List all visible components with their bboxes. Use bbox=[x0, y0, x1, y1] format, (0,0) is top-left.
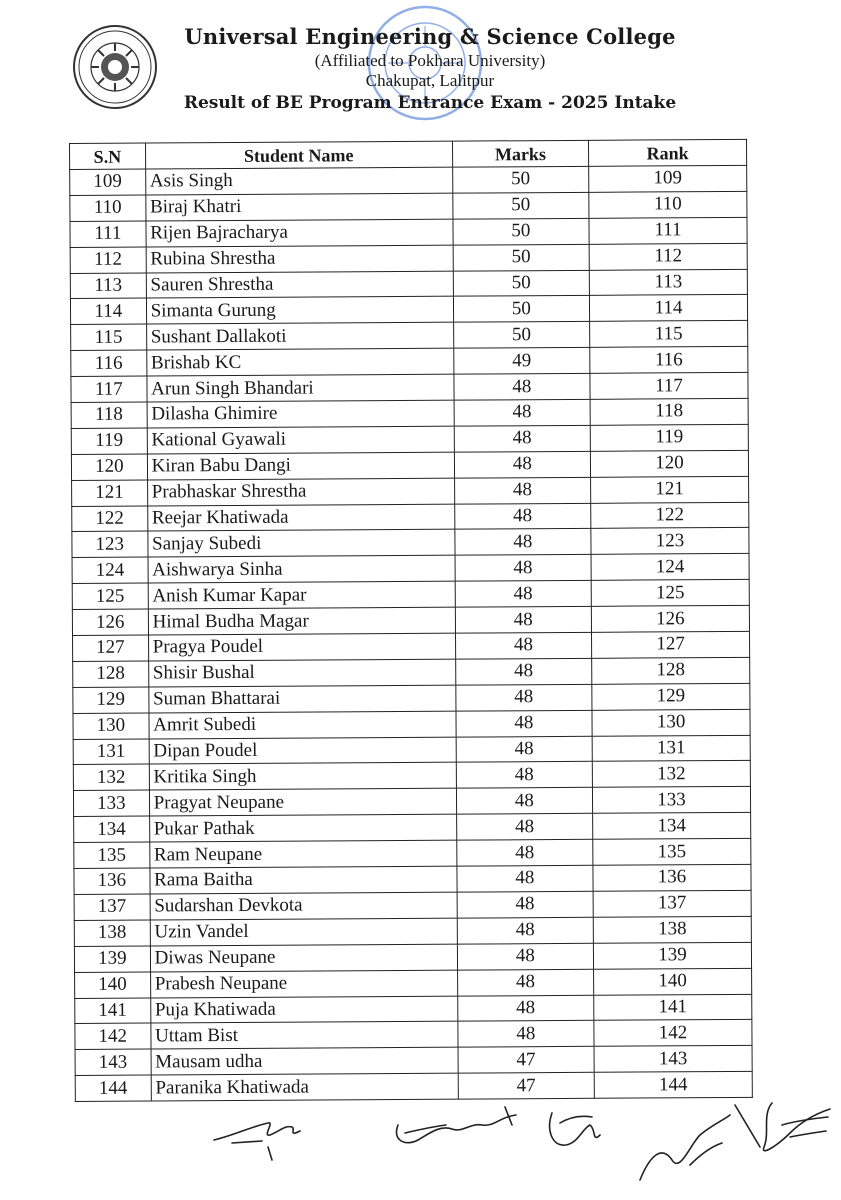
cell-sn: 140 bbox=[75, 972, 151, 998]
cell-sn: 134 bbox=[74, 816, 150, 842]
cell-marks: 50 bbox=[453, 296, 589, 323]
college-name: Universal Engineering & Science College bbox=[184, 24, 676, 49]
cell-sn: 114 bbox=[70, 298, 146, 324]
cell-student-name: Aishwarya Sinha bbox=[148, 556, 455, 584]
cell-student-name: Mausam udha bbox=[151, 1047, 458, 1075]
cell-student-name: Kational Gyawali bbox=[147, 426, 454, 454]
cell-rank: 134 bbox=[593, 813, 751, 840]
cell-sn: 109 bbox=[70, 169, 146, 195]
cell-sn: 138 bbox=[74, 920, 150, 946]
cell-rank: 129 bbox=[592, 683, 750, 710]
cell-rank: 138 bbox=[593, 916, 751, 943]
cell-rank: 142 bbox=[594, 1020, 752, 1047]
college-logo bbox=[72, 24, 158, 110]
cell-marks: 48 bbox=[454, 425, 590, 452]
cell-student-name: Sudarshan Devkota bbox=[150, 892, 457, 920]
cell-rank: 115 bbox=[590, 321, 748, 348]
cell-sn: 132 bbox=[73, 765, 149, 791]
cell-sn: 136 bbox=[74, 868, 150, 894]
cell-rank: 130 bbox=[592, 709, 750, 736]
cell-student-name: Dipan Poudel bbox=[149, 737, 456, 765]
cell-marks: 49 bbox=[453, 348, 589, 375]
cell-student-name: Uzin Vandel bbox=[150, 918, 457, 946]
cell-sn: 110 bbox=[70, 195, 146, 221]
cell-marks: 48 bbox=[456, 736, 592, 763]
cell-rank: 120 bbox=[590, 450, 748, 477]
cell-student-name: Paranika Khatiwada bbox=[151, 1073, 458, 1101]
cell-rank: 119 bbox=[590, 424, 748, 451]
cell-rank: 122 bbox=[591, 502, 749, 529]
cell-marks: 50 bbox=[453, 244, 589, 271]
cell-rank: 123 bbox=[591, 528, 749, 555]
cell-rank: 113 bbox=[589, 269, 747, 296]
cell-student-name: Rubina Shrestha bbox=[146, 245, 453, 273]
cell-rank: 140 bbox=[594, 968, 752, 995]
cell-student-name: Kritika Singh bbox=[149, 763, 456, 791]
cell-marks: 48 bbox=[456, 814, 592, 841]
cell-sn: 133 bbox=[73, 790, 149, 816]
cell-student-name: Kiran Babu Dangi bbox=[147, 452, 454, 480]
cell-marks: 48 bbox=[456, 839, 592, 866]
signatures bbox=[0, 1085, 841, 1200]
cell-rank: 126 bbox=[591, 605, 749, 632]
cell-student-name: Biraj Khatri bbox=[145, 193, 452, 221]
cell-student-name: Sushant Dallakoti bbox=[146, 322, 453, 350]
cell-rank: 121 bbox=[591, 476, 749, 503]
cell-marks: 48 bbox=[457, 995, 593, 1022]
cell-marks: 50 bbox=[453, 192, 589, 219]
cell-student-name: Pukar Pathak bbox=[149, 814, 456, 842]
cell-student-name: Uttam Bist bbox=[151, 1022, 458, 1050]
cell-student-name: Suman Bhattarai bbox=[148, 685, 455, 713]
cell-marks: 47 bbox=[458, 1047, 594, 1074]
cell-sn: 112 bbox=[70, 247, 146, 273]
cell-student-name: Pragyat Neupane bbox=[149, 789, 456, 817]
result-title: Result of BE Program Entrance Exam - 2025 Intake bbox=[183, 93, 677, 113]
cell-marks: 50 bbox=[453, 270, 589, 297]
column-header-rank: Rank bbox=[588, 139, 746, 166]
cell-student-name: Sanjay Subedi bbox=[148, 530, 455, 558]
cell-student-name: Asis Singh bbox=[145, 167, 452, 195]
cell-sn: 130 bbox=[73, 713, 149, 739]
cell-student-name: Dilasha Ghimire bbox=[147, 400, 454, 428]
cell-rank: 133 bbox=[592, 787, 750, 814]
cell-rank: 136 bbox=[593, 864, 751, 891]
document-header bbox=[150, 22, 710, 113]
cell-rank: 116 bbox=[590, 347, 748, 374]
cell-sn: 117 bbox=[71, 376, 147, 402]
cell-marks: 48 bbox=[455, 606, 591, 633]
cell-sn: 141 bbox=[75, 998, 151, 1024]
cell-sn: 128 bbox=[73, 661, 149, 687]
cell-sn: 144 bbox=[75, 1075, 151, 1101]
cell-rank: 131 bbox=[592, 735, 750, 762]
cell-sn: 118 bbox=[71, 402, 147, 428]
cell-sn: 119 bbox=[71, 428, 147, 454]
cell-rank: 132 bbox=[592, 761, 750, 788]
cell-marks: 50 bbox=[453, 218, 589, 245]
cell-marks: 48 bbox=[457, 969, 593, 996]
cell-student-name: Arun Singh Bhandari bbox=[147, 374, 454, 402]
cell-marks: 48 bbox=[454, 373, 590, 400]
cell-marks: 50 bbox=[453, 322, 589, 349]
cell-student-name: Puja Khatiwada bbox=[150, 996, 457, 1024]
cell-marks: 48 bbox=[455, 555, 591, 582]
cell-rank: 111 bbox=[589, 217, 747, 244]
cell-sn: 127 bbox=[73, 635, 149, 661]
cell-student-name: Prabhaskar Shrestha bbox=[147, 478, 454, 506]
cell-student-name: Anish Kumar Kapar bbox=[148, 581, 455, 609]
cell-rank: 117 bbox=[590, 372, 748, 399]
table-body bbox=[70, 165, 753, 1101]
cell-marks: 48 bbox=[458, 1021, 594, 1048]
cell-student-name: Reejar Khatiwada bbox=[147, 504, 454, 532]
cell-marks: 48 bbox=[455, 581, 591, 608]
cell-marks: 48 bbox=[456, 684, 592, 711]
cell-marks: 48 bbox=[456, 710, 592, 737]
cell-student-name: Simanta Gurung bbox=[146, 297, 453, 325]
cell-student-name: Prabesh Neupane bbox=[150, 970, 457, 998]
cell-rank: 139 bbox=[593, 942, 751, 969]
cell-rank: 125 bbox=[591, 580, 749, 607]
cell-sn: 113 bbox=[70, 273, 146, 299]
cell-sn: 121 bbox=[72, 480, 148, 506]
cell-marks: 48 bbox=[456, 788, 592, 815]
cell-sn: 115 bbox=[71, 324, 147, 350]
cell-rank: 127 bbox=[591, 631, 749, 658]
cell-marks: 48 bbox=[457, 865, 593, 892]
cell-marks: 47 bbox=[458, 1072, 594, 1099]
cell-student-name: Brishab KC bbox=[146, 348, 453, 376]
cell-student-name: Himal Budha Magar bbox=[148, 607, 455, 635]
cell-sn: 126 bbox=[72, 609, 148, 635]
cell-sn: 116 bbox=[71, 350, 147, 376]
cell-student-name: Pragya Poudel bbox=[148, 633, 455, 661]
cell-marks: 48 bbox=[455, 658, 591, 685]
cell-marks: 48 bbox=[457, 917, 593, 944]
cell-rank: 112 bbox=[589, 243, 747, 270]
cell-sn: 131 bbox=[73, 739, 149, 765]
cell-sn: 122 bbox=[72, 506, 148, 532]
cell-student-name: Amrit Subedi bbox=[149, 711, 456, 739]
cell-sn: 111 bbox=[70, 221, 146, 247]
cell-student-name: Diwas Neupane bbox=[150, 944, 457, 972]
cell-rank: 143 bbox=[594, 1046, 752, 1073]
cell-marks: 48 bbox=[455, 529, 591, 556]
cell-sn: 137 bbox=[74, 894, 150, 920]
column-header-student-name: Student Name bbox=[145, 141, 452, 169]
cell-rank: 110 bbox=[589, 191, 747, 218]
cell-sn: 124 bbox=[72, 557, 148, 583]
cell-rank: 114 bbox=[589, 295, 747, 322]
location-line: Chakupat, Lalitpur bbox=[365, 71, 495, 90]
cell-rank: 118 bbox=[590, 398, 748, 425]
cell-rank: 141 bbox=[594, 994, 752, 1021]
cell-sn: 129 bbox=[73, 687, 149, 713]
cell-rank: 144 bbox=[594, 1072, 752, 1099]
column-header-marks: Marks bbox=[452, 140, 588, 167]
column-header-sn: S.N bbox=[70, 143, 146, 169]
cell-student-name: Rama Baitha bbox=[150, 866, 457, 894]
cell-marks: 48 bbox=[454, 399, 590, 426]
affiliation-line: (Affiliated to Pokhara University) bbox=[314, 51, 546, 70]
cell-sn: 142 bbox=[75, 1023, 151, 1049]
cell-marks: 48 bbox=[455, 632, 591, 659]
cell-rank: 124 bbox=[591, 554, 749, 581]
cell-sn: 123 bbox=[72, 531, 148, 557]
cell-marks: 48 bbox=[454, 451, 590, 478]
cell-sn: 139 bbox=[74, 946, 150, 972]
cell-marks: 48 bbox=[457, 891, 593, 918]
cell-student-name: Sauren Shrestha bbox=[146, 271, 453, 299]
cell-rank: 135 bbox=[593, 839, 751, 866]
cell-marks: 48 bbox=[454, 477, 590, 504]
cell-student-name: Ram Neupane bbox=[149, 840, 456, 868]
cell-marks: 48 bbox=[456, 762, 592, 789]
cell-marks: 48 bbox=[454, 503, 590, 530]
cell-rank: 137 bbox=[593, 890, 751, 917]
cell-student-name: Shisir Bushal bbox=[148, 659, 455, 687]
results-table bbox=[69, 139, 753, 1102]
cell-sn: 135 bbox=[74, 842, 150, 868]
cell-marks: 50 bbox=[452, 166, 588, 193]
table-header-row bbox=[70, 139, 747, 169]
cell-sn: 143 bbox=[75, 1049, 151, 1075]
cell-sn: 125 bbox=[72, 583, 148, 609]
cell-rank: 109 bbox=[589, 165, 747, 192]
cell-sn: 120 bbox=[71, 454, 147, 480]
cell-marks: 48 bbox=[457, 943, 593, 970]
cell-rank: 128 bbox=[592, 657, 750, 684]
cell-student-name: Rijen Bajracharya bbox=[146, 219, 453, 247]
